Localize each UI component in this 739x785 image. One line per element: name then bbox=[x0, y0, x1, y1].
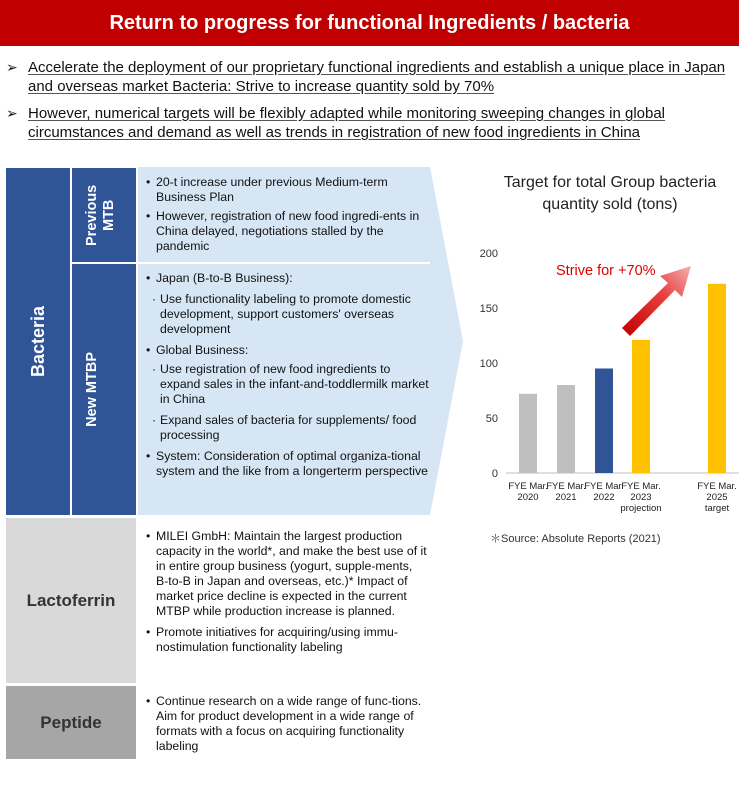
x-tick-label: target bbox=[704, 503, 730, 514]
list-item-text: Japan (B-to-B Business): bbox=[156, 271, 293, 285]
x-tick-label: FYE Mar. bbox=[584, 481, 624, 492]
peptide-label-cell bbox=[6, 686, 136, 759]
x-tick-label: FYE Mar. bbox=[546, 481, 586, 492]
bacteria-label-cell bbox=[6, 168, 70, 515]
bullet-text: However, numerical targets will be flexibly adapted while monitoring sweeping changes in global circumstances and demand as well as trends in registration of new food ingredients in China bbox=[28, 105, 666, 141]
source-note: ＊Source: Absolute Reports (2021) bbox=[490, 533, 661, 545]
list-item: • However, registration of new food ingredi-ents in China delayed, negotiations stalled by the pandemic bbox=[146, 209, 428, 254]
x-tick-label: FYE Mar. bbox=[621, 481, 661, 492]
bacteria-divider bbox=[138, 262, 430, 264]
bullet-item bbox=[6, 58, 732, 96]
bar bbox=[557, 385, 575, 473]
list-item: • Global Business: bbox=[146, 343, 249, 357]
intro-bullets bbox=[6, 58, 732, 150]
bar bbox=[708, 284, 726, 473]
list-item-text: However, registration of new food ingredi-ents in China delayed, negotiations stalled by the pandemic bbox=[156, 209, 420, 253]
y-tick-label: 150 bbox=[479, 303, 498, 315]
sub-list-item: · Expand sales of bacteria for supplements/ food processing bbox=[146, 413, 430, 443]
arrow-bullet-icon: ➢ bbox=[6, 105, 18, 121]
x-tick-label: 2021 bbox=[555, 492, 577, 503]
sub-list-item-text: Expand sales of bacteria for supplements/ food processing bbox=[160, 413, 417, 442]
bar bbox=[595, 369, 613, 474]
lactoferrin-label-cell bbox=[6, 518, 136, 683]
bullet-item bbox=[6, 104, 732, 142]
x-tick-label: 2020 bbox=[517, 492, 539, 503]
y-tick-label: 50 bbox=[485, 413, 498, 425]
list-item: • Japan (B-to-B Business): bbox=[146, 271, 293, 285]
x-tick-label: 2022 bbox=[593, 492, 615, 503]
x-tick-label: FYE Mar. bbox=[697, 481, 737, 492]
peptide-content bbox=[146, 694, 428, 754]
y-tick-label: 100 bbox=[479, 358, 498, 370]
annotation-label: Strive for +70% bbox=[556, 263, 656, 279]
list-item-text: System: Consideration of optimal organiza-tional system and the like from a longerterm perspective bbox=[156, 449, 429, 478]
list-item: • System: Consideration of optimal organiza-tional system and the like from a longerterm perspective bbox=[146, 449, 429, 478]
list-item-text: Global Business: bbox=[156, 343, 249, 357]
bacteria-label: Bacteria bbox=[27, 305, 48, 378]
x-tick-label: FYE Mar. bbox=[508, 481, 548, 492]
new-mtbp-content bbox=[146, 271, 430, 479]
new-mtbp-cell bbox=[72, 264, 136, 515]
arrow-bullet-icon: ➢ bbox=[6, 59, 18, 75]
peptide-label: Peptide bbox=[40, 712, 102, 732]
lactoferrin-label: Lactoferrin bbox=[26, 590, 116, 610]
list-item: • Promote initiatives for acquiring/using immu-nostimulation functionality labeling bbox=[146, 625, 428, 655]
list-item: • Continue research on a wide range of func-tions. Aim for product development in a wide range of formats with a focus on acquiring functionality labeling bbox=[146, 694, 428, 754]
sub-list-item-text: Use registration of new food ingredients to expand sales in the infant-and-toddlermilk market in China bbox=[160, 362, 429, 406]
sub-list-item: · Use registration of new food ingredients to expand sales in the infant-and-toddlermilk market in China bbox=[152, 362, 429, 406]
list-item: • 20-t increase under previous Medium-term Business Plan bbox=[146, 175, 428, 205]
list-item: • MILEI GmbH: Maintain the largest production capacity in the world*, and make the best use of it in entire group business (yogurt, supple-ments, B-to-B in Japan and overseas, etc.)* Impact of market price decline is expected in the current MTBP while production increase is planned. bbox=[146, 529, 427, 618]
new-mtbp-label: New MTBP bbox=[84, 352, 100, 427]
list-item-text: Promote initiatives for acquiring/using immu-nostimulation functionality labeling bbox=[156, 625, 398, 654]
sub-list-item-text: Use functionality labeling to promote domestic development, support customers' overseas development bbox=[160, 292, 411, 336]
x-tick-label: 2025 bbox=[706, 492, 728, 503]
y-tick-label: 0 bbox=[491, 468, 498, 480]
x-tick-label: projection bbox=[620, 503, 662, 514]
previous-mtb-cell bbox=[72, 168, 136, 262]
chart-title: Target for total Group bacteria quantity sold (tons) bbox=[503, 174, 717, 213]
bar bbox=[519, 394, 537, 473]
bullet-text: Accelerate the deployment of our proprietary functional ingredients and establish a unique place in Japan and overseas market Bacteria: Strive to increase quantity sold by 70% bbox=[28, 59, 726, 95]
sub-list-item: · Use functionality labeling to promote domestic development, support customers' overseas development bbox=[146, 292, 430, 337]
list-item-text: MILEI GmbH: Maintain the largest production capacity in the world*, and make the best use of it in entire group business (yogurt, supple-ments, B-to-B in Japan and overseas, etc.)* Impact of market price decline is expected in the current MTBP while production increase is planned. bbox=[156, 529, 427, 618]
previous-mtb-label: Previous MTB bbox=[84, 184, 117, 246]
x-tick-label: 2023 bbox=[630, 492, 652, 503]
lactoferrin-content bbox=[146, 529, 428, 655]
previous-mtb-content bbox=[146, 175, 428, 254]
bar bbox=[632, 340, 650, 473]
y-tick-label: 200 bbox=[479, 248, 498, 260]
page-title: Return to progress for functional Ingredients / bacteria bbox=[0, 0, 739, 46]
list-item-text: Continue research on a wide range of func-tions. Aim for product development in a wide range of formats with a focus on acquiring functionality labeling bbox=[156, 694, 422, 753]
list-item-text: 20-t increase under previous Medium-term Business Plan bbox=[156, 175, 388, 204]
bacteria-sales-chart bbox=[466, 240, 739, 520]
